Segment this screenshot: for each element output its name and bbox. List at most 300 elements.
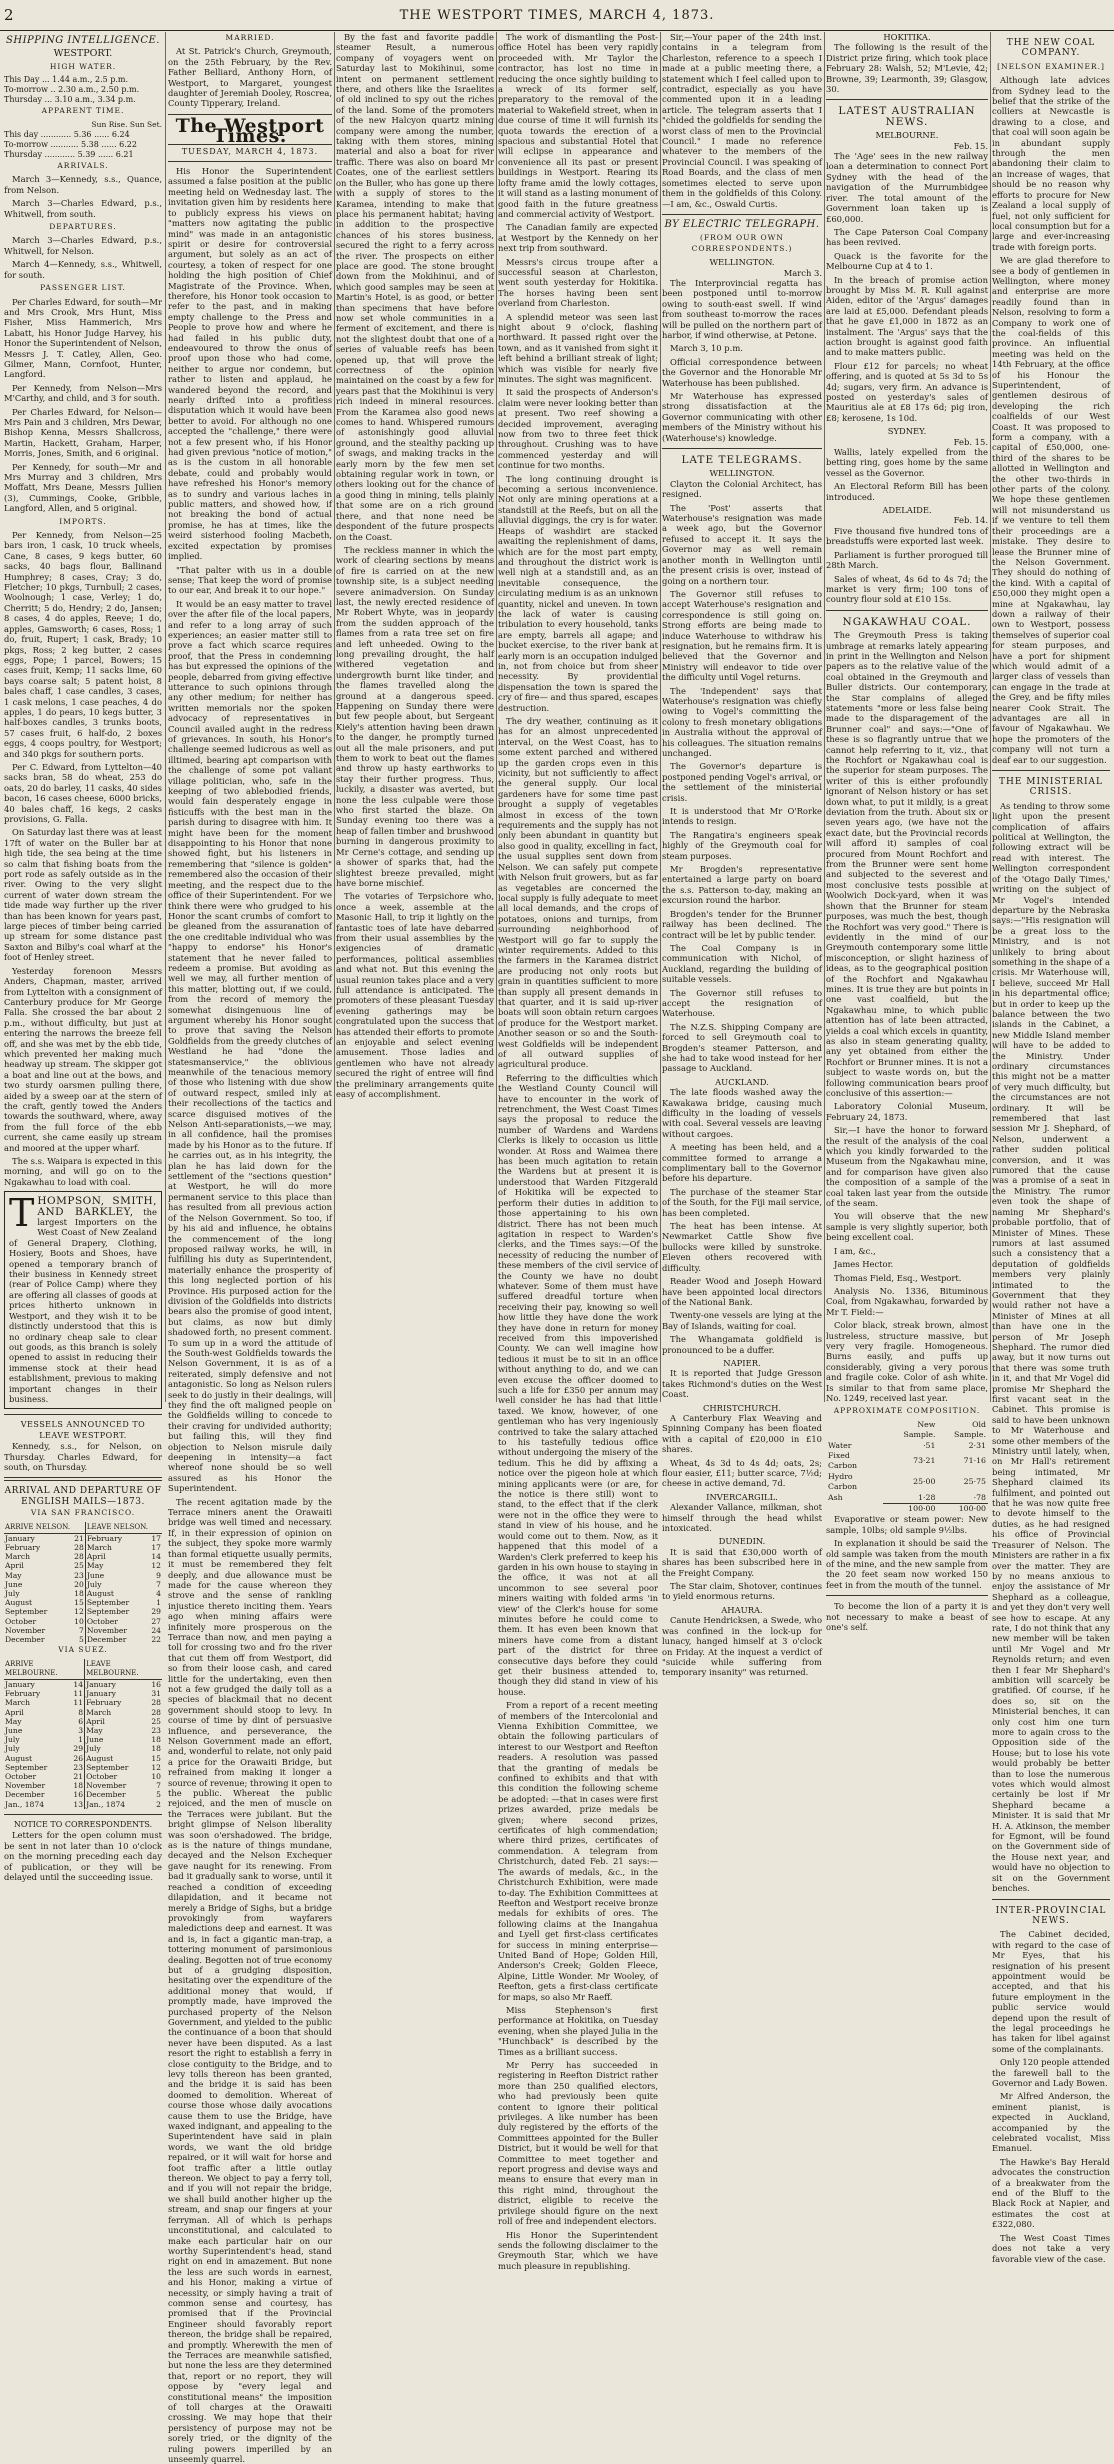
running-head: THE WESTPORT TIMES, MARCH 4, 1873.	[399, 8, 715, 23]
sf-mail-row-cell: November	[5, 1625, 46, 1635]
analysis-row	[826, 1493, 988, 1504]
editorial-body	[168, 166, 332, 2464]
news-item: In the breach of promise action brought by Miss M. R. Kull against Aiden, editor of the 'Argus' damages are laid at £5,000. Defendant pleads that he gave £1,000 in 1872 as an instalment. The 'Argus' says that the action brought is against good faith and to make matters public.	[826, 274, 988, 358]
sf-mail-row-cell: November	[85, 1626, 146, 1635]
place-wellington: WELLINGTON.	[709, 257, 775, 268]
suez-mail-row	[4, 1726, 162, 1735]
telegram-item: A meeting has been held, and a committee formed to arrange a complimentary ball to the Governor before his departure.	[662, 1142, 822, 1184]
column-editorial	[168, 32, 332, 2464]
sf-mail-row-cell: October	[85, 1617, 146, 1626]
sf-mail-row-cell: 28	[74, 1552, 84, 1562]
masthead	[0, 0, 1114, 31]
nameplate: The Westport Times.	[175, 114, 325, 148]
date-sydney: Feb. 15.	[953, 436, 988, 447]
suez-mail-row-cell: December	[85, 1790, 146, 1799]
analysis-row-cell: 73·21	[913, 1456, 936, 1466]
suez-mail-row-cell: 13	[73, 1799, 84, 1809]
suez-mail-row-cell: 15	[151, 1753, 161, 1763]
suez-leave-header: LEAVE MELBOURNE.	[85, 1659, 162, 1680]
shipping-note: The s.s. Waipara is expected in this morning, and will go on to the Ngakawhau to load with coal.	[4, 1156, 162, 1187]
sun-row: To-morrow ........... 5.38 ...... 6.22	[4, 140, 137, 150]
sf-mail-row-cell: March	[5, 1552, 31, 1562]
sf-mail-row-cell: 12	[74, 1607, 84, 1617]
vessels-heading: VESSELS ANNOUNCED TO LEAVE WESTPORT.	[20, 1420, 146, 1440]
inter-provincial-item: Mr Alfred Anderson, the eminent pianist, is expected in Auckland, accompanied by the celebrated vocalist, Miss Emanuel.	[992, 2091, 1110, 2154]
coal-company-heading: THE NEW COAL COMPANY.	[1006, 38, 1096, 59]
married-text: At St. Patrick's Church, Greymouth, on the 25th February, by the Rev. Father Belliard, Anthony Horn, of Westport, to Margaret, youngest daughter of Jeremiah Dooley, Roscrea, County Tipperary, Ireland.	[168, 46, 332, 109]
analysis-total-new: 100·00	[883, 1504, 937, 1515]
ngakawhau-paragraph: In explanation it should be said the old sample was taken from the mouth of the mine, and the new sample from the 20 feet seam now worked 150 feet in from the mouth of the tunnel.	[826, 1538, 988, 1590]
place-auckland: AUCKLAND.	[715, 1076, 769, 1087]
telegram-item: A Canterbury Flax Weaving and Spinning Company has been floated with a capital of £20,000 in £10 shares.	[662, 1412, 822, 1455]
drop-cap: T	[9, 1191, 35, 1236]
suez-mail-row	[4, 1800, 162, 1809]
suez-mail-row-cell: 28	[151, 1707, 161, 1717]
news-paragraph: A splendid meteor was seen last night about 9 o'clock, flashing northward. It passed right over the town, and as it vanished from sight it left behind a brilliant streak of light; which was visible for nearly five minutes. The sight was magnificent.	[498, 311, 658, 384]
sf-mail-row-cell: February	[5, 1543, 41, 1552]
column-local-news-2	[498, 32, 658, 2271]
australian-heading: LATEST AUSTRALIAN NEWS.	[838, 105, 976, 128]
news-paragraph: Referring to the difficulties which the Westland County Council will have to encounter in the work of retrenchment, the West Coast Times says the proposal to reduce the number of Wardens and Wardens Clerks is likely to occasion us little wonder. At Ross and Waimea there has been much agitation to retain the Wardens but at present it is understood that Warden Fitzgerald of Hokitika will be expected to perform their duties in addition to those appertaining to his own district. There has not been much agitation in respect to Warden's clerks, and the Times says:—Of the necessity of reducing the number of these members of the civil service of the County we have no doubt whatever. Some of them must have suffered dreadful torture when receiving their pay, knowing so well how little they have done the work they have done in return for money received from this impoverished County. We can well imagine how tedious it must be to sit in an office without anything to do, and we can even excuse the officer doomed to such a life for £350 per annum may well consider he has had that little taxed. We know, however, of one gentleman who has very ingeniously contrived to take the salary attached to his tastefully tedious office without undergoing the misery of the tedium. This he did by affixing a notice over the pigeon hole at which mining applicants were (or are, for the notice is there still) wont to stand, to the effect that if the clerk were not in the office they were to stand in view of his house, and he would come out to them. Now, as it happened that this model of a Warden's Clerk preferred to keep his garden in his own house to staying in the office, it was not at all uncommon to see several poor miners waiting with folded arms 'in view' of the Clerk's house for some minutes before he could come to them. It has even been known that miners have come from a distant part of the district for three consecutive days before they could get their business attended to, though they did stand in view of his house.	[498, 1072, 658, 1697]
departure-item: March 3—Charles Edward, p.s., Whitwell, for Nelson.	[4, 235, 162, 256]
column-rule	[496, 32, 497, 1402]
tide-table	[4, 75, 162, 105]
telegram-item: Clayton the Colonial Architect, has resigned.	[662, 478, 822, 500]
via-san-francisco: VIA SAN FRANCISCO.	[30, 1508, 136, 1518]
news-item: An Electoral Reform Bill has been introduced.	[826, 481, 988, 502]
suez-mail-row-cell: November	[5, 1781, 46, 1791]
imports-heading: IMPORTS.	[59, 516, 107, 526]
telegram-item: The Star claim, Shotover, continues to yield enormous returns.	[662, 1581, 822, 1602]
suez-mail-row-cell: March	[5, 1698, 31, 1708]
column-rule	[990, 32, 991, 1402]
sf-mail-row-cell: 4	[156, 1589, 161, 1599]
sf-mail-row-cell: September	[85, 1607, 146, 1616]
ngakawhau-paragraph: James Hector.	[834, 1259, 894, 1270]
sf-mail-row	[4, 1607, 162, 1616]
analysis-row-cell: 25·00	[913, 1477, 936, 1487]
sf-mail-row-cell: 21	[74, 1533, 84, 1543]
telegram-item: Twenty-one vessels are lying at the Bay of Islands, waiting for coal.	[662, 1310, 822, 1331]
sf-mail-row-cell: September	[5, 1607, 48, 1617]
suez-mail-row-cell: April	[85, 1717, 146, 1726]
place-hokitika: HOKITIKA.	[883, 32, 931, 42]
telegraph-heading: BY ELECTRIC TELEGRAPH.	[664, 218, 820, 230]
telegram-item: The Governor still refuses to accept the resignation of Waterhouse.	[662, 987, 822, 1019]
sf-mail-row-cell: 27	[151, 1616, 161, 1626]
place-dunedin: DUNEDIN.	[718, 1536, 766, 1547]
suez-mail-row-cell: 23	[73, 1762, 84, 1772]
news-paragraph: Messrs's circus troupe after a successful season at Charleston, went south yesterday for Hokitika. The horses having been sent overland from Charleston.	[498, 256, 658, 309]
telegram-item: The Whangamata goldfield is pronounced to be a duffer.	[662, 1334, 822, 1355]
crisis-paragraph: As tending to throw some light upon the present complication of affairs political at Wellington, the following extract will be read with interest. The Wellington correspondent of the 'Otago Daily Times,' writing on the subject of Mr Vogel's intended departure by the Nebraska says:—"His resignation will be a great loss to the Ministry, and is not unlikely to bring about something in the shape of a crisis. Mr Waterhouse will, I believe, succeed Mr Hall in his departmental office; but in order to keep up the balance between the two islands in the Cabinet, a new Middle Island member will have to be added to the Ministry. Under ordinary circumstances this might not be a matter of very much difficulty, but the circumstances are not ordinary. It will be remembered that last session Mr J. Shephard, of Nelson, underwent a rather sudden political conversion, and it was rumored that the cause was a promise of a seat in the Ministry. The rumor even took the shape of naming Mr Shephard's probable portfolio, that of Minister of Mines. These rumors at last assumed such a consistency that a deputation of goldfields members very plainly intimated to the Government that they would rather not have a Minister of Mines at all than have one in the person of Mr Joseph Shephard. The rumor died away, but it now turns out that there was some truth in it, and that Mr Vogel did promise Mr Shephard the first vacant seat in the Cabinet. This promise is said to have been unknown to Mr Waterhouse and some other members of the Ministry until lately, when, on Mr Hall's retirement being intimated, Mr Shephard claimed its fulfilment, and pointed out that he was now quite free to devote himself to the duties, as he had resigned his office of Provincial Treasurer of Nelson. The Ministers are rather in a fix over the matter. They are by no means anxious to enjoy the assistance of Mr Shephard as a colleague, and yet they don't very well see how to escape. At any rate, I do not think that any new member will be taken until Mr Vogel and Mr Reynolds return; and even then I fear Mr Shephard's ambition will scarcely be gratified. Of course, if he does so, sit on the Ministerial benches, it can only cost him one turn more to again cross to the Opposition side of the House; but to lose his vote would probably be better than to lose the numerous votes which would almost certainly be lost if Mr Shephard became a Minister. It is said that Mr H. A. Atkinson, the member for Egmont, will be found on the Government side of the House next year, and would have no objection to sit on the Government benches.	[992, 800, 1111, 1894]
column-rule	[334, 32, 335, 1402]
letter-curtis: Sir,—Your paper of the 24th inst. contains in a telegram from Charleston, reference to a speech I made at a public meeting there, a statement which I feel called upon to contradict, especially as you have commented upon it in a leading article. The telegram asserts that I "chided the goldfields for sending the worst class of men to the Provincial Council." I made no reference whatever to the members of the Provincial Council. I was speaking of Road Boards, and the class of men sometimes elected to serve upon them in the goldfields of this Colony.—I am, &c., Oswald Curtis.	[662, 32, 822, 209]
sf-mail-row-cell: 22	[151, 1635, 161, 1645]
news-paragraph: The reckless manner in which the work of clearing sections by means of fire is carried on at the new township site, is a subject needing severe animadversion. On Sunday last, the newly erected residence of Mr Robert Whyte, was in jeopardy from the sudden approach of the flames from a rata tree set on fire and left unheeded. Owing to the long prevailing drought, the half withered vegetation and undergrowth burnt like tinder, and the flames travelled along the ground at a dangerous speed. Happening on Sunday there were but few people about, but Sergeant Kiely's attention having been drawn to the danger, he promptly turned out all the male prisoners, and put them to work to beat out the flames and throw up hasty earthworks to stay their further progress. Thus, luckily, a disaster was averted, but none the less culpable were those who first started the blaze. On Sunday evening too there was a heap of fallen timber and brushwood burning in dangerous proximity to Mr Cerne's cottage, and sending up a shower of sparks that, had the slightest breeze prevailed, might have borne mischief.	[336, 544, 494, 888]
suez-mail-row-cell: 18	[73, 1781, 84, 1791]
place-christchurch: CHRISTCHURCH.	[702, 1402, 782, 1413]
departures-heading: DEPARTURES.	[49, 222, 117, 232]
sf-mail-row-cell: May	[5, 1570, 22, 1580]
coal-paragraph: Although late advices from Sydney lead to the belief that the strike of the colliers at Newcastle is drawing to a close, and that coal will soon again be in abundant supply through the men abandoning their claim to an increase of wages, that should be no reason why efforts to procure for New Zealand a local supply of fuel, not only sufficient for local consumption but for a large and ever-increasing trade with foreign ports.	[992, 75, 1110, 252]
arrival-item: March 3—Charles Edward, p.s., Whitwell, from south.	[4, 198, 162, 219]
shipping-note: On Saturday last there was at least 17ft of water on the Buller bar at high tide, the sea being at the time so calm that fishing boats from the port rode as safely outside as in the river. Owing to the very slight current of water down stream the tide made way further up the river than has been known for years past, large pieces of timber being carried up stream for some distance past Saxton and Bilby's coal wharf at the foot of Henley street.	[4, 827, 162, 963]
news-paragraph: His Honor the Superintendent sends the following disclaimer to the Greymouth Star, which we have much pleasure in republishing.	[498, 2229, 658, 2271]
ngakawhau-paragraph: The Greymouth Press is taking umbrage at remarks lately appearing in print in the Wellington and Nelson papers as to the relative value of the coal obtained in the Greymouth and Buller districts. Our contemporary, the Star complains of alleged statements "more or less false being made to the disparagement of the Brunner coal" and says:—"One of these is so flagrantly untrue that we cannot help referring to it, viz., that the Rochfort or Ngakawhau coal is the superior for steam purposes. The writer of this is either profoundly ignorant of Nelson history or has set down what, to put it mildly, is a great deviation from the truth. About six or seven years ago, (we have not the exact date, but the Provincial records will afford it) samples of coal procured from Mount Rochfort and from the Brunner were sent home and subjected to the severest and most conclusive tests possible at Woolwich Dock-yard, when it was shown that the Brunner for steam purposes, was much the best, though the Rochfort was very good." There is evidently in the mind of our Greymouth contemporary some little misconception, or slight haziness of ideas, as to the geographical position of the Rochfort and Ngakawhau mines. It is true they are but points in one vast coalfield, but the Ngakawhau mine, to which public attention has of late been attracted, yields a coal which excels in quantity, as also in steam generating quality, any yet obtained from either the Rochfort or Brunner mines. It is not a subject to waste words on, but the following communication bears proof conclusive of this assertion:—	[826, 630, 988, 1098]
passenger-item: Per Kennedy, for south—Mr and Mrs Murray and 3 children, Mrs Moffatt, Mrs Deane, Messrs Jullien (3), Cummings, Cooke, Gribble, Langford, Allen, and 5 original.	[4, 461, 162, 514]
news-item: Quack is the favorite for the Melbourne Cup at 4 to 1.	[826, 250, 988, 272]
divider	[4, 1414, 162, 1415]
ngakawhau-paragraph: Laboratory Colonial Museum, February 24, 1873.	[826, 1101, 988, 1122]
suez-mail-row-cell: May	[85, 1726, 146, 1735]
inter-provincial-item: Only 120 people attended the farewell ball to the Governor and Lady Bowen.	[992, 2057, 1110, 2088]
suez-mail-row	[4, 1698, 162, 1707]
sun-row: Thursday ............ 5.39 ...... 6.21	[4, 150, 134, 160]
news-paragraph: The votaries of Terpsichore who, once a week, assemble at the Masonic Hall, to trip it lightly on the fantastic toes of late have debarred from their usual assemblies by the exigencies of dramatic performances, political assemblies and what not. But this evening the usual reunion takes place and a very full attendance is anticipated. The promoters of these pleasant Tuesday evening gatherings may be congratulated upon the success that has attended their efforts to promote an enjoyable and select evening amusement. Those ladies and gentlemen who have not already secured the right of entree will find the preliminary arrangements quite easy of accomplishment.	[336, 891, 494, 1100]
sf-mail-row-cell: March	[85, 1543, 146, 1552]
editorial-paragraph: The recent agitation made by the Terrace miners anent the Orawaiti bridge was well timed and necessary. If, in their expression of opinion on the subject, they spoke more warmly than formal etiquette usually permits, it must be remembered they felt deeply, and due allowance must be made for the cause whereon they strove and the sense of rankling injustice thereto inciting them. Years ago when mining affairs were infinitely more prosperous on the Terrace than now, and men paying a toll for crossing two and fro the river that cut them off from Westport, did so from their loose cash, and cared little for the undertaking, even then not a few grudged the daily toll as a species of blackmail that no decent government should stoop to levy. In course of time by dint of persuasive influence, and perseverance, the Nelson Government made an effort, and, wonderful to relate, not only paid a price for the Orawaiti Bridge, but refrained from making it longer a source of revenue; throwing it open to the public. Whereat the public rejoiced, and the men of muscle on the Terraces were jubilant. But the bright glimpse of Nelson liberality was soon o'ershadowed. The bridge, as is the nature of things mundane, decayed and the Nelson Exchequer gave naught for its renewing. From bad it gradually sank to worse, until it reached a condition of exceeding dilapidation, and it became not merely a Bridge of Sighs, but a bridge provokingly from wayfarers maledictions deep and earnest. It was and is, in fact a gigantic man-trap, a tottering monument of parsimonious dealing. Begotten not of true economy but of a grudging disposition, hesitating over the expenditure of the additional money that would, if promptly made, have improved the purchased property of the Nelson Government, and yielded to the public the continuance of a boon that should never have been disputed. As a last resort the right to establish a ferry in close contiguity to the Bridge, and to levy tolls thereon has been granted, and the bridge it is said has been doomed to demolition. Whereat of course those whose daily avocations cause them to use the Bridge, have waxed indignant, and appealing to the Superintendent have said in plain words, we want the old bridge repaired, or it will wait for horse and foot traffic after a little outlay thereon. We object to pay a ferry toll, and if you will not repair the bridge, we shall build another higher up the stream, and snap our fingers at your ferryman. All of which is perhaps unconstitutional, and calculated to make each particular hair on our worthy Superintendent's head, stand right on end in amazement. But none the less are such words in earnest, and his Honor, making a virtue of necessity, or simply having a trait of common sense and courtesy, has promised that if the Provincial Engineer should favorably report thereon, the bridge shall be repaired, and promptly. Wherewith the men of the Terraces are meanwhile satisfied, but none the less are they determined that, report or no report, they will oppose by "every legal and constitutional means" the imposition of toll charges at the Orawaiti crossing. We may hope that their persistency of purpose may not be sorely tried, or the dignity of the ruling powers imperilled by an unseemly quarrel.	[168, 1496, 332, 2464]
telegram-item: The late floods washed away the Kawakawa bridge, causing much difficulty in the loading of vessels with coal. Several vessels are leaving without cargoes.	[662, 1087, 822, 1139]
port-name: WESTPORT.	[53, 48, 113, 60]
sun-row: This day ............ 5.36 ...... 6.24	[4, 130, 130, 140]
sf-arrive-header: ARRIVE NELSON.	[4, 1522, 85, 1534]
suez-mail-row-cell: 31	[151, 1689, 161, 1699]
suez-mail-row	[4, 1680, 162, 1690]
suez-mail-row	[4, 1754, 162, 1763]
suez-mail-row-cell: February	[85, 1698, 146, 1707]
news-paragraph: Mr Perry has succeeded in registering in Reefton District rather more than 250 qualified electors, who had previously been quite content to ignore their political privileges. A like number has been duly registered by the efforts of the Committees appointed for the Buller District, but it would be well for that Committee to meet together and report progress and devise ways and means to ensure that every man in this right mind, throughout the district, eligible to receive the privilege should figure on the next roll of free and independent electors.	[498, 2060, 658, 2227]
late-telegrams-heading: LATE TELEGRAMS.	[681, 454, 803, 467]
sf-mail-row-cell: 17	[151, 1533, 161, 1543]
mails-heading: ARRIVAL AND DEPARTURE OF ENGLISH MAILS—1873.	[4, 1486, 162, 1507]
suez-mail-row-cell: 3	[78, 1726, 84, 1736]
sf-mail-row-cell: July	[85, 1580, 146, 1589]
suez-mail-row-cell: 11	[73, 1698, 84, 1708]
sf-mail-row-cell: January	[5, 1533, 35, 1543]
passenger-list	[4, 297, 162, 514]
sf-mail-row	[4, 1543, 162, 1552]
sf-mail-row-cell: 7	[156, 1579, 161, 1589]
suez-mail-row	[4, 1735, 162, 1744]
divider	[4, 1814, 162, 1815]
ngakawhau-items	[826, 630, 988, 1403]
analysis-row-cell: 25·75	[963, 1477, 986, 1487]
inter-provincial-item: The West Coast Times does not take a very favorable view of the case.	[992, 2232, 1110, 2264]
divider	[662, 214, 822, 215]
coal-analysis-table	[826, 1420, 988, 1515]
telegram-item: The Governor still refuses to accept Waterhouse's resignation and correspondence is still going on. Strong efforts are being made to induce Waterhouse to withdraw his resignation, but he remains firm. It is believed that the Governor and Ministry will endeavor to tide over the difficulty until Vogel returns.	[662, 588, 822, 683]
suez-mail-row-cell: January	[85, 1680, 146, 1690]
ngakawhau-paragraph: Evaporative or steam power: New sample, 10lbs; old sample 9½lbs.	[826, 1514, 988, 1535]
divider	[992, 1899, 1110, 1900]
place-melbourne: MELBOURNE.	[875, 130, 939, 141]
suez-mail-table	[4, 1659, 162, 1809]
suez-mail-row-cell: 16	[73, 1790, 84, 1800]
telegram-item: The Interprovincial regatta has been postponed until to-morrow owing to south-east swell. If wind from southeast to-morrow the races will be pulled on the northern part of harbor, if wind otherwise, at Petone.	[662, 277, 822, 340]
place-napier: NAPIER.	[723, 1357, 761, 1368]
sf-mail-row-cell: 23	[74, 1570, 84, 1580]
telegram-item: Mr Brogden's representative entertained a large party on board the s.s. Patterson to-day, making an excursion round the harbor.	[662, 864, 822, 906]
sf-mail-row	[4, 1533, 162, 1543]
page-number: 2	[4, 6, 14, 24]
sf-mail-row-cell: May	[85, 1561, 146, 1570]
column-shipping	[4, 32, 162, 1882]
news-item: Flour £12 for parcels; no wheat offering, and is quoted at 5s 3d to 5s 4d; sugars, very firm. An advance is posted on yesterday's sales of Mauritius ale at £8 17s 6d; pig iron, £8; kerosene, 1s 10d.	[826, 360, 988, 423]
arrival-item: March 3—Kennedy, s.s., Quance, from Nelson.	[4, 174, 162, 195]
telegram-item: Official correspondence between the Governor and the Honorable Mr Waterhouse has been published.	[662, 356, 822, 388]
telegraph-sub: (FROM OUR OWN CORRESPONDENTS.)	[691, 233, 793, 253]
suez-mail-row-cell: May	[5, 1716, 22, 1726]
suez-mail-row	[4, 1708, 162, 1717]
analysis-row-cell: ·51	[923, 1440, 936, 1450]
ngakawhau-paragraph: You will observe that the new sample is very slightly superior, both being excellent coal.	[826, 1211, 988, 1243]
suez-mail-row-cell: September	[5, 1762, 48, 1772]
tide-row: This Day ... 1.44 a.m., 2.5 p.m.	[4, 75, 129, 85]
sf-mail-row-cell: 24	[151, 1625, 161, 1635]
suez-mail-row-cell: 2	[156, 1799, 161, 1809]
suez-mail-row-cell: 18	[151, 1735, 161, 1745]
analysis-col-old: Old Sample.	[954, 1419, 986, 1440]
suez-mail-row-cell: 1	[78, 1735, 84, 1745]
news-item: Sales of wheat, 4s 6d to 4s 7d; the market is very firm; 100 tons of country flour sold at £10 15s.	[826, 573, 988, 605]
news-item: Wallis, lately expelled from the betting ring, goes home by the same vessel as the Governor.	[826, 447, 988, 478]
suez-mail-row-cell: 23	[151, 1726, 161, 1736]
telegram-item: The 'Independent' says that Waterhouse's resignation was chiefly owing to Vogel's committing the colony to fresh monetary obligations in Australia without the approval of his colleagues. The situation remains unchanged.	[662, 685, 822, 758]
column-rule	[165, 32, 166, 1402]
sf-mail-row-cell: August	[85, 1589, 146, 1598]
suez-mail-row-cell: October	[5, 1772, 37, 1782]
tide-row: Thursday ... 3.10 a.m., 3.34 p.m.	[4, 95, 136, 105]
correspondents-text: Letters for the open column must be sent in not later than 10 o'clock on the morning preceding each day of publication, or they will be delayed until the succeeding issue.	[4, 1830, 162, 1882]
crisis-body	[992, 801, 1110, 1894]
sf-mail-row-cell: 12	[151, 1561, 161, 1571]
suez-mail-row-cell: 16	[151, 1680, 161, 1690]
suez-mail-row-cell: 10	[151, 1772, 161, 1782]
vessels-text: Kennedy, s.s., for Nelson, on Thursday. Charles Edward, for south, on Thursday.	[4, 1441, 162, 1472]
divider	[826, 610, 988, 611]
sf-mail-row-cell: 1	[156, 1598, 161, 1608]
telegram-item: It is said that £30,000 worth of shares has been subscribed here in the Freight Company.	[662, 1546, 822, 1578]
sf-mail-row-cell: 20	[74, 1579, 84, 1589]
sf-mail-row	[4, 1571, 162, 1580]
telegram-item: It is understood that Mr O'Rorke intends to resign.	[662, 806, 822, 827]
suez-mail-row-cell: 7	[156, 1781, 161, 1791]
sf-mail-row	[4, 1580, 162, 1589]
dunedin-items	[662, 1547, 822, 1602]
column-rule	[660, 32, 661, 1402]
tide-row: To-morrow .. 2.30 a.m., 2.50 p.m.	[4, 85, 140, 95]
via-suez: VIA SUEZ.	[58, 1645, 108, 1655]
news-paragraph: From a report of a recent meeting of members of the Intercolonial and Vienna Exhibition Committee, we obtain the following particulars of interest to our Westport and Reefton readers. A resolution was passed that the granting of medals be confined to exhibits and that with this condition the following scheme be adopted: —that in cases were first prizes awarded, prize medals be given; where second prizes, certificates of high commendation; where third prizes, certificates of commendation. A telegram from Christchurch, dated Feb. 21 says:—The awards of medals, &c., in the Christchurch Exhibition, were made to-day. The Exhibition Committees at Reefton and Westport receive bronze medals for exhibits of ores. The following claims at the Inangahua and Lyell get first-class certificates for success in mining enterprise—United Band of Hope; Golden Hill, Anderson's Creek; Golden Fleece, Alpine, Little Wonder. Mr Wooley, of Reefton, gets a first-class certificate for maps, so also Mr Raeff.	[498, 1700, 658, 2002]
sf-mail-row	[4, 1635, 162, 1644]
analysis-row-cell: 71·16	[963, 1456, 986, 1466]
suez-mail-row-cell: April	[5, 1707, 24, 1717]
suez-mail-row-cell: January	[5, 1680, 35, 1690]
passenger-item: Per Charles Edward, for Nelson—Mrs Pain and 3 children, Mrs Dewar, Bishop Kenna, Messrs Shallcross, Martin, Hackett, Graham, Harper, Morris, Jones, Smith, and 6 original.	[4, 406, 162, 459]
suez-mail-row-cell: July	[5, 1735, 20, 1745]
suez-mail-row-cell: July	[5, 1744, 20, 1754]
telegram-item: Wheat, 4s 3d to 4s 4d; oats, 2s; flour easier, £11; butter scarce, 7½d; cheese in active demand, 7d.	[662, 1457, 822, 1489]
suez-mail-row-cell: 29	[73, 1744, 84, 1754]
analysis-total-label	[826, 1504, 883, 1515]
sf-mail-row-cell: 9	[156, 1570, 161, 1580]
sf-mail-row-cell: 5	[78, 1635, 84, 1645]
ngakawhau-after	[826, 1514, 988, 1590]
column-telegraph	[662, 32, 822, 1678]
suez-mail-row-cell: December	[5, 1790, 45, 1800]
suez-mail-row	[4, 1689, 162, 1698]
news-paragraph: It said the prospects of Anderson's claim were never looking better than at present. Two reef showing a decided improvement, averaging now from two to three feet thick throughout. Crushing was to have commenced yesterday and will continue for two months.	[498, 387, 658, 471]
place-sydney: SYDNEY.	[887, 426, 927, 437]
place-wellington-2: WELLINGTON.	[709, 468, 775, 479]
telegram-item: Reader Wood and Joseph Howard have been appointed local directors of the National Bank.	[662, 1276, 822, 1307]
sf-mail-row-cell: December	[5, 1635, 45, 1645]
arrivals-list	[4, 174, 162, 219]
lion-filler: To become the lion of a party it is not necessary to make a beast of one's self.	[826, 1601, 988, 1633]
analysis-row-cell: ·78	[973, 1492, 986, 1502]
telegram-item: Brogden's tender for the Brunner railway has been declined. The contract will be let by public tender.	[662, 908, 822, 940]
suez-mail-row-cell: July	[85, 1744, 146, 1753]
suez-mail-row-cell: 6	[78, 1716, 84, 1726]
suez-mail-row-cell: March	[85, 1708, 146, 1717]
apparent-time-heading: APPARENT TIME.	[41, 106, 125, 116]
ngakawhau-paragraph: Sir,—I have the honor to forward the result of the analysis of the coal which you kindly forwarded to the Museum from the Ngakawhau mine, and for comparison have given also the composition of a sample of the coal taken last year from the outside of the seam.	[826, 1125, 988, 1209]
suez-mail-row-cell: 11	[73, 1689, 84, 1699]
sf-mail-row-cell: October	[5, 1616, 37, 1626]
date-adelaide: Feb. 14.	[953, 515, 988, 526]
analysis-row-cell: 2·31	[968, 1440, 986, 1450]
suez-mail-row-cell: 18	[151, 1744, 161, 1754]
ngakawhau-paragraph: I am, &c.,	[834, 1245, 876, 1256]
sf-mail-row	[4, 1552, 162, 1561]
date-melbourne: Feb. 15.	[953, 140, 988, 151]
inter-provincial-heading: INTER-PROVINCIAL NEWS.	[995, 1905, 1107, 1926]
place-ahaura: AHAURA.	[721, 1604, 763, 1615]
wellington-items-2	[662, 479, 822, 1074]
analysis-row-cell: 1·28	[918, 1492, 936, 1502]
ngakawhau-paragraph: Thomas Field, Esq., Westport.	[834, 1272, 962, 1283]
sf-mail-row-cell: 17	[151, 1543, 161, 1552]
column-rule	[824, 32, 825, 1402]
ahaura-text: Canute Hendricksen, a Swede, who was confined in the lock-up for lunacy, hanged himself at 3 o'clock on Friday. At the inquest a verdict of "suicide while suffering from temporary insanity" was returned.	[662, 1615, 822, 1678]
suez-mail-row-cell: 26	[73, 1753, 84, 1763]
sf-mail-row	[4, 1598, 162, 1607]
suez-mail-row	[4, 1717, 162, 1726]
news-item: Five thousand five hundred tons of breadstuffs were exported last week.	[826, 525, 988, 547]
tide-heading: HIGH WATER.	[49, 61, 117, 71]
married-heading: MARRIED.	[225, 33, 275, 42]
suez-mail-row-cell: Jan., 1874	[5, 1799, 45, 1809]
editorial-paragraph: His Honor the Superintendent assumed a false position at the public meeting held on Wednesday last. The invitation given him by residents here to publicly express his views on "matters now agitating the public mind" was made in an antagonistic spirit or desire for controversial argument, but solely as an act of courtesy, a token of respect for one holding the high position of Chief Magistrate of the Province. When, therefore, his Honor took occasion to refer to the past, and in making empty challenge to the Press and People to prove how and where he had failed in his public duty, endeavoured to throw the onus of proof upon those who had come, neither to argue nor condemn, but rather to listen and applaud, he wandered beyond the record, and nearly drifted into a profitless disputation which it would have been better to avoid. For although no one accepted the "challenge," there were not a few present who, if his Honor had given previous "notice of motion," as is the custom in all honorable debate, could and probably would have refreshed his Honor's memory as to sundry and various laches in public matters, and showed how, if not breaking the bond of actual promise, he has at times, like the weird sisterhood fooling Macbeth, excited expectation by promises implied.	[168, 166, 332, 562]
suez-mail-row-cell: 5	[156, 1790, 161, 1800]
telegram-item: The heat has been intense. At Newmarket Cattle Show five bullocks were killed by sunstroke. Eleven others recovered with difficulty.	[662, 1221, 822, 1273]
suez-mail-row	[4, 1744, 162, 1753]
passenger-heading: PASSENGER LIST.	[40, 283, 126, 293]
passenger-item: Per Kennedy, from Nelson—Mrs M'Carthy, and child, and 3 for south.	[4, 382, 162, 404]
suez-mail-row-cell: 28	[151, 1698, 161, 1708]
editorial-paragraph: It would be an easy matter to travel over the after file of the local papers, and refer to a long array of such experiences; an easier matter still to prove a fact which scarce requires proof, that the Press in condemning has but expressed the opinions of the people, debarred from giving effective utterance to such opinions through any other medium; for neither has written memorials nor the spoken advocacy of representatives in Council availed aught in the redress of grievances. In south, his Honor's challenge seemed ludicrous as well as illtimed, bearing apt comparison with the challenge of some pot valiant village politician, who, safe in the keeping of two ablebodied friends, would fain desperately engage in fisticuffs with the best man in the parish during to disagree with him. It might have been for the moment disappointing to his Honor that none showed fight, but his listeners in remembering that "silence is golden" remembered also the occasion of their meeting, and the respect due to the office of their Superintendent. For we think there were who grudged to his Honor the scant crumbs of comfort to be gleaned from the assuranation of the one creditable individual who was "happy to endorse" his Honor's statement that he never failed to redeem a promise. But avoiding as well we may, all further mention of this matter, blotting out, if we could, from the record of memory the somewhat disingenuous line of argument whereby his Honor sought to prove that saving the Nelson Goldfields from the greedy clutches of Westland he had "done the statesmanservice," the oblivious meanwhile of the tenacious memory of those who listening with due show of outward respect, smiled inly at their recollections of the tactics and scarce disguised motives of the Nelson Anti-separationists,—we may, in all confidence, hail the promises made by his Honor as to the future. If he carries out, as in his integrity, the plan he has laid down for the settlement of the "sections question" at Westport, he will do more permanent service to this place than has resulted from all previous action of the Nelson Government. So too, if by his aid and influence, he obtains the commencement of the long proposed railway works, he will, in fulfilling his duty as Superintendent, materially enhance the prosperity of this long neglected portion of his Province. His purposed action for the division of the Goldfields into districts bears also the promise of good intent, but claims, as now but dimly shadowed forth, no present comment. To sum up in a word the attitude of the South-west Goldfields towards the Nelson Government, it is as of a reiterated, simply defensive and not antagonistic. So long as Nelson rulers seek to do justly in their dealings, will they find the oft maligned people on the Goldfields willing to concede to their craving for undivided authority; but failing this, will they find objection to Nelson misrule daily deepening in intensity—a fact whereof none should be so well assured as his Honor the Superintendent.	[168, 598, 332, 1494]
suez-mail-row-cell: Jan., 1874	[85, 1800, 146, 1809]
telegram-item: The 'Post' asserts that Waterhouse's resignation was made a week ago, but the Governor refused to accept it. It says the Governor may as well remain another month in Wellington until the present crisis is over, instead of going on a northern tour.	[662, 502, 822, 586]
sf-mail-row-cell: June	[85, 1571, 146, 1580]
correspondents-heading: NOTICE TO CORRESPONDENTS.	[13, 1819, 153, 1829]
sf-mail-table	[4, 1522, 162, 1645]
hokitika-text: The following is the result of the District prize firing, which took place February 28: Walsh, 52; M'Levie, 42; Browne, 39; Learmonth, 39; Glasgow, 30.	[826, 42, 988, 95]
suez-mail-row-cell: September	[85, 1763, 146, 1772]
analysis-col-new: New Sample.	[903, 1419, 936, 1440]
suez-mail-row-cell: June	[85, 1735, 146, 1744]
news-item: The 'Age' sees in the new railway loan a determination to connect Port Sydney with the head of the navigation of the Murrumbidgee river. The total amount of the Government loan taken up is £60,000.	[826, 151, 988, 224]
sydney-items	[826, 447, 988, 502]
news-item: The Cape Paterson Coal Company has been revived.	[826, 226, 988, 248]
suez-mail-row-cell: January	[85, 1689, 146, 1698]
crisis-heading: THE MINISTERIAL CRISIS.	[998, 777, 1104, 798]
passenger-item: Per Charles Edward, for south—Mr and Mrs Crook, Mrs Hunt, Miss Fisher, Miss Hammerich, Mrs Labatt, his Honor Judge Harvey, his Honor the Superintendent of Nelson, Messrs J. T. Catley, Allen, Geo. Gilmer, Mann, Cornfoot, Hunter, Langford.	[4, 296, 162, 380]
sf-mail-row-cell: 18	[74, 1589, 84, 1599]
sf-mail-row-cell: 15	[74, 1598, 84, 1608]
suez-arrive-header: ARRIVE MELBOURNE.	[4, 1659, 85, 1680]
sf-mail-row-cell: 14	[151, 1552, 161, 1562]
sf-mail-row	[4, 1626, 162, 1635]
sf-mail-row-cell: April	[85, 1552, 146, 1561]
news-paragraph: The Canadian family are expected at Westport by the Kennedy on her next trip from southward.	[498, 222, 658, 254]
column-coal-company	[992, 32, 1111, 2264]
analysis-col-label	[826, 1420, 883, 1441]
sf-mail-row-cell: 10	[74, 1616, 84, 1626]
sf-mail-row-cell: September	[85, 1598, 146, 1607]
divider	[168, 161, 332, 162]
date-wellington: March 3.	[783, 267, 822, 278]
suez-mail-row-cell: August	[5, 1753, 33, 1763]
divider	[992, 770, 1110, 771]
ngakawhau-paragraph: Analysis No. 1336, Bituminous Coal, from Ngakawhau, forwarded by Mr T. Field:—	[826, 1285, 988, 1317]
telegram-item: The Rangatira's engineers speak highly of the Greymouth coal for steam purposes.	[662, 829, 822, 861]
place-invercargill: INVERCARGILL.	[706, 1491, 778, 1502]
coal-paragraph: We are glad therefore to see a body of gentlemen in Wellington, where money and enterprise are more readily found than in Nelson, resolving to form a Company to work one of the coal-fields of this province. An influential meeting was held on the 14th February, at the office of his Honour the Superintendent, of gentlemen desirous of developing the rich coalfields of our West Coast. It was proposed to form a company, with a capital of £50,000, one-third of the shares to be allotted in Wellington and the other two-thirds in other parts of the colony. We hope these gentlemen will not misunderstand us if we venture to tell them their proceedings are a mistake. They desire to lease the Brunner mine of the Nelson Government. They should do nothing of the kind. With a capital of £50,000 they might open a mine at Ngakawhau, lay down a railway of their own to Westport, possess themselves of superior coal for steam purposes, and have a port for shipment which would admit of a larger class of vessels than can engage in the trade at the Grey, and be fifty miles nearer Cook Strait. The advantages are all in favour of Ngakawhau. We hope the promoters of the company will not turn a deaf ear to our suggestion.	[992, 255, 1110, 765]
suez-mail-row	[4, 1772, 162, 1781]
advertisement-thompson-smith	[4, 1191, 162, 1409]
auckland-items	[662, 1087, 822, 1355]
analysis-row-cell: Water	[828, 1440, 852, 1450]
telegram-item: March 3, 10 p.m.	[670, 343, 743, 354]
sf-mail-row-cell: 7	[78, 1625, 84, 1635]
sf-mail-row-cell: 25	[74, 1561, 84, 1571]
sf-mail-row	[4, 1561, 162, 1570]
place-adelaide: ADELAIDE.	[882, 505, 932, 516]
suez-mail-row-cell: November	[85, 1781, 146, 1790]
departures-list	[4, 235, 162, 280]
news-paragraph: By the fast and favorite paddle steamer Result, a numerous company of voyagers went on Saturday last to Mokihinui, some intent on permanent settlement there, and others like the Israelites of old inclined to spy out the riches of the land. Some of the promoters of the new Halcyon quartz mining company were among the number, taking with them stores, mining material and also a boat for river traffic. There was also on board Mr Coates, one of the earliest settlers on the Buller, who has gone up there with a supply of stores to the Karamea, intending to make that place his permanent habitat; having in addition to the prospective chances of his stores business, secured the right to a ferry across the river. The prospects on either place are good. The stone brought down from the Mokihinui, and of which good samples may be seen at Martin's Hotel, is as good, or better than specimens that have before now set whole communities in a ferment of excitement, and there is not the slightest doubt that one of a series of valuable reefs has been opened up, that will prove the correctness of the opinion maintained on the coast by a few for years past that the Mokihinui is very rich indeed in mineral resources. From the Karamea also good news comes to hand. Whispered rumours of astonishingly good alluvial ground, and the stealthy packing up of swags, and making tracks in the early morn by the few men set obtaining regular work in town, or others looking out for the chance of a good thing in mining, tells plainly that some are on a rich ground there, and that none need be despondent of the future prospects on the Coast.	[336, 32, 494, 542]
analysis-row-cell: Fixed Carbon	[828, 1451, 858, 1471]
advertisement-text: the largest Importers on the West Coast of New Zealand of General Drapery, Clothing, Hosiery, Boots and Shoes, have opened a temporary branch of their business in Kennedy street (rear of Police Camp) where they are offering all classes of goods at prices hitherto unknown in Westport, and they wish it to be distinctly understood that this is no ordinary cheap sale to clear out goods, as this branch is solely opened to assist in reducing their immense stock at their head establishment, previous to making important changes in their business.	[9, 1206, 157, 1404]
napier-text: It is reported that Judge Gresson takes Richmond's duties on the West Coast.	[662, 1368, 822, 1400]
inter-provincial-item: The Cabinet decided, with regard to the case of Mr Eyes, that his resignation of his present appointment would be accepted, and that his future employment in the public service would depend upon the result of the legal proceedings he has taken for libel against some of the complainants.	[992, 1929, 1110, 2054]
ngakawhau-heading: NGAKAWHAU COAL.	[842, 615, 972, 628]
sf-mail-row-cell: June	[5, 1579, 23, 1589]
local-news-body-2	[498, 32, 658, 2271]
sf-mail-row-cell: July	[5, 1589, 20, 1599]
sf-mail-row-cell: December	[85, 1635, 146, 1644]
melbourne-items	[826, 151, 988, 423]
telegram-item: The Coal Company is in communication with Nichol, of Auckland, regarding the building of suitable vessels.	[662, 942, 822, 985]
suez-mail-row-cell: 25	[151, 1716, 161, 1726]
suez-mail-row-cell: August	[85, 1754, 146, 1763]
divider	[662, 448, 822, 449]
shipping-heading: SHIPPING INTELLIGENCE.	[6, 35, 160, 46]
column-australian-news	[826, 32, 988, 1633]
inter-provincial-item: The Hawke's Bay Herald advocates the construction of a breakwater from the end of the Bluff to the Black Rock at Napier, and estimates the cost at £322,080.	[992, 2156, 1110, 2230]
